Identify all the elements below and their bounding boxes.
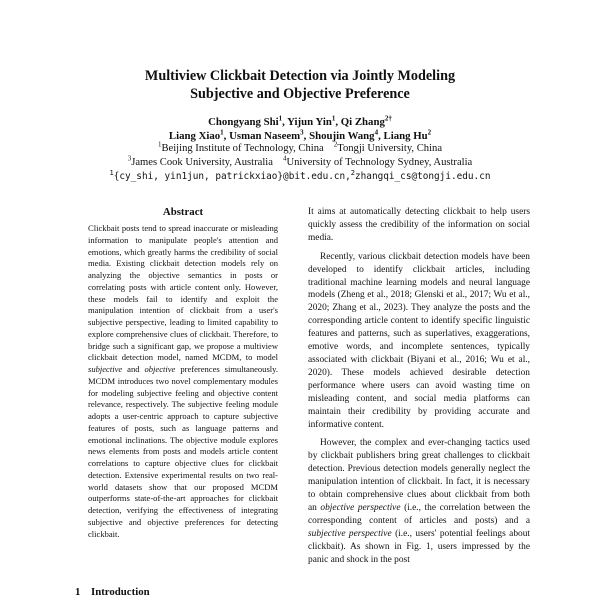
abstract-text: preferences simultaneously. MCDM introduces two novel complementary modules for modeling subjective feeling and objective content relevance, respectively. The subjective feeling module adopts a user-centric approach to capture subjective features of posts, such as language patterns and emotional inclinations. The objective module explores news elements from posts and models article content correlations to capture objective clues for clickbait detection. Extensive experimental results on two real-world datasets show that our proposed MCDM outperforms state-of-the-art approaches for clickbait detection, verifying the effectiveness of integrating subjective and objective preferences for detecting clickbait. [88,364,279,539]
author-name: Liang Hu [383,130,428,142]
author-sup: 3 [300,128,304,137]
affiliation: University of Technology Sydney, Australia [286,157,473,168]
section-heading [75,586,150,598]
body-text: (i.e., the correlation between the corresponding content of articles and posts) and a [308,502,530,526]
affiliation: Beijing Institute of Technology, China [161,143,324,154]
abstract-emphasis: objective [144,364,176,374]
body-emphasis: subjective perspective [308,528,392,539]
body-text: However, the complex and ever-changing tactics used by clickbait publishers bring great challenges to clickbait detection. Previous detection models generally neglect the manipulation intention of clickbait. In fact, it is necessary to obtain comprehensive clues about clickbait from both an [308,438,530,513]
affiliation-sup: 4 [282,154,287,163]
abstract-emphasis: subjective [88,364,123,374]
author-sup: 1 [278,114,283,123]
author-name: Yijun Yin [287,116,332,128]
author-name: Usman Naseem [229,130,301,142]
abstract-body [88,223,278,540]
body-paragraph [308,437,530,566]
body-emphasis: objective perspective [320,502,401,513]
author-line-2: Liang Xiao$^1$, Usman Naseem$^3$, Shoujin Wang$^4$, Liang Hu$^2$ [168,128,432,142]
abstract-text: and [127,364,140,374]
abstract-heading: Abstract [162,206,204,218]
affiliation-line-1 [0,140,600,154]
affiliation-sup: 1 [157,140,162,149]
body-paragraph: Recently, various clickbait detection models have been developed to identify clickbait articles, including traditional machine learning models and neural language models (Zheng et al., 2018; Glenski et al., 2017; Wu et al., 2020; Zhang et al., 2023). They analyze the posts and the corresponding article content to identify specific linguistic features and patterns, such as superlatives, exaggerations, emotive words, and incomplete sentences, typically associated with clickbait (Biyani et al., 2016; Wu et al., 2020). These models achieved desirable detection performance where users can avoid wasting time on misleading content, and social media platforms can maintain their credibility by providing accurate and informative content. [308,251,530,430]
right-column [308,206,530,566]
email: zhangqi_cs@tongji.edu.cn [355,171,491,182]
author-name: Shoujin Wang [309,130,375,142]
email: {cy_shi, yin1jun, patrickxiao}@bit.edu.cn, [113,171,351,182]
email-sup: 1 [109,168,114,177]
author-sup: 1 [331,114,336,123]
email-sup: 2 [350,168,356,177]
author-name: Chongyang Shi [208,116,279,128]
author-sup: 4 [374,128,379,137]
section-title: Introduction [91,586,150,598]
affiliation: James Cook University, Australia [131,157,273,168]
email-line [0,168,600,182]
author-line-1: Chongyang Shi$^1$, Yijun Yin$^1$, Qi Zhang$^{2\dagger}$ [208,114,392,128]
body-paragraph: It aims at automatically detecting clickbait to help users quickly assess the credibility of the information on social media. [308,207,530,243]
affiliation-line-2 [0,154,600,168]
abstract-text: Clickbait posts tend to spread inaccurate or misleading information to manipulate people's attention and emotions, which greatly harms the credibility of social media. Existing clickbait detection models rely on analyzing the objective semantics in posts or correlating posts with article content only. However, these models fail to identify and exploit the manipulation intention of clickbait from a user's subjective perspective, leading to limited capability to explore comprehensive clues of clickbait. Therefore, to bridge such a significant gap, we propose a multiview clickbait detection model, named MCDM, to model [88,223,278,363]
author-name: Qi Zhang [340,116,385,128]
author-sup: 2† [384,114,392,123]
affiliation: Tongji University, China [337,143,443,154]
section-number: 1 [75,586,81,598]
author-sup: 2 [427,128,432,137]
paper-title-line-1: Multiview Clickbait Detection via Jointly Modeling [144,68,456,84]
paper-title-line-2: Subjective and Objective Preference [190,86,410,102]
author-name: Liang Xiao [168,130,221,142]
body-text: (i.e., users' potential feelings about clickbait). As shown in Fig. 1, users impressed by the panic and shock in the post [308,528,531,565]
affiliation-sup: 3 [127,154,132,163]
author-sup: 1 [220,128,224,137]
affiliation-sup: 2 [333,140,338,149]
